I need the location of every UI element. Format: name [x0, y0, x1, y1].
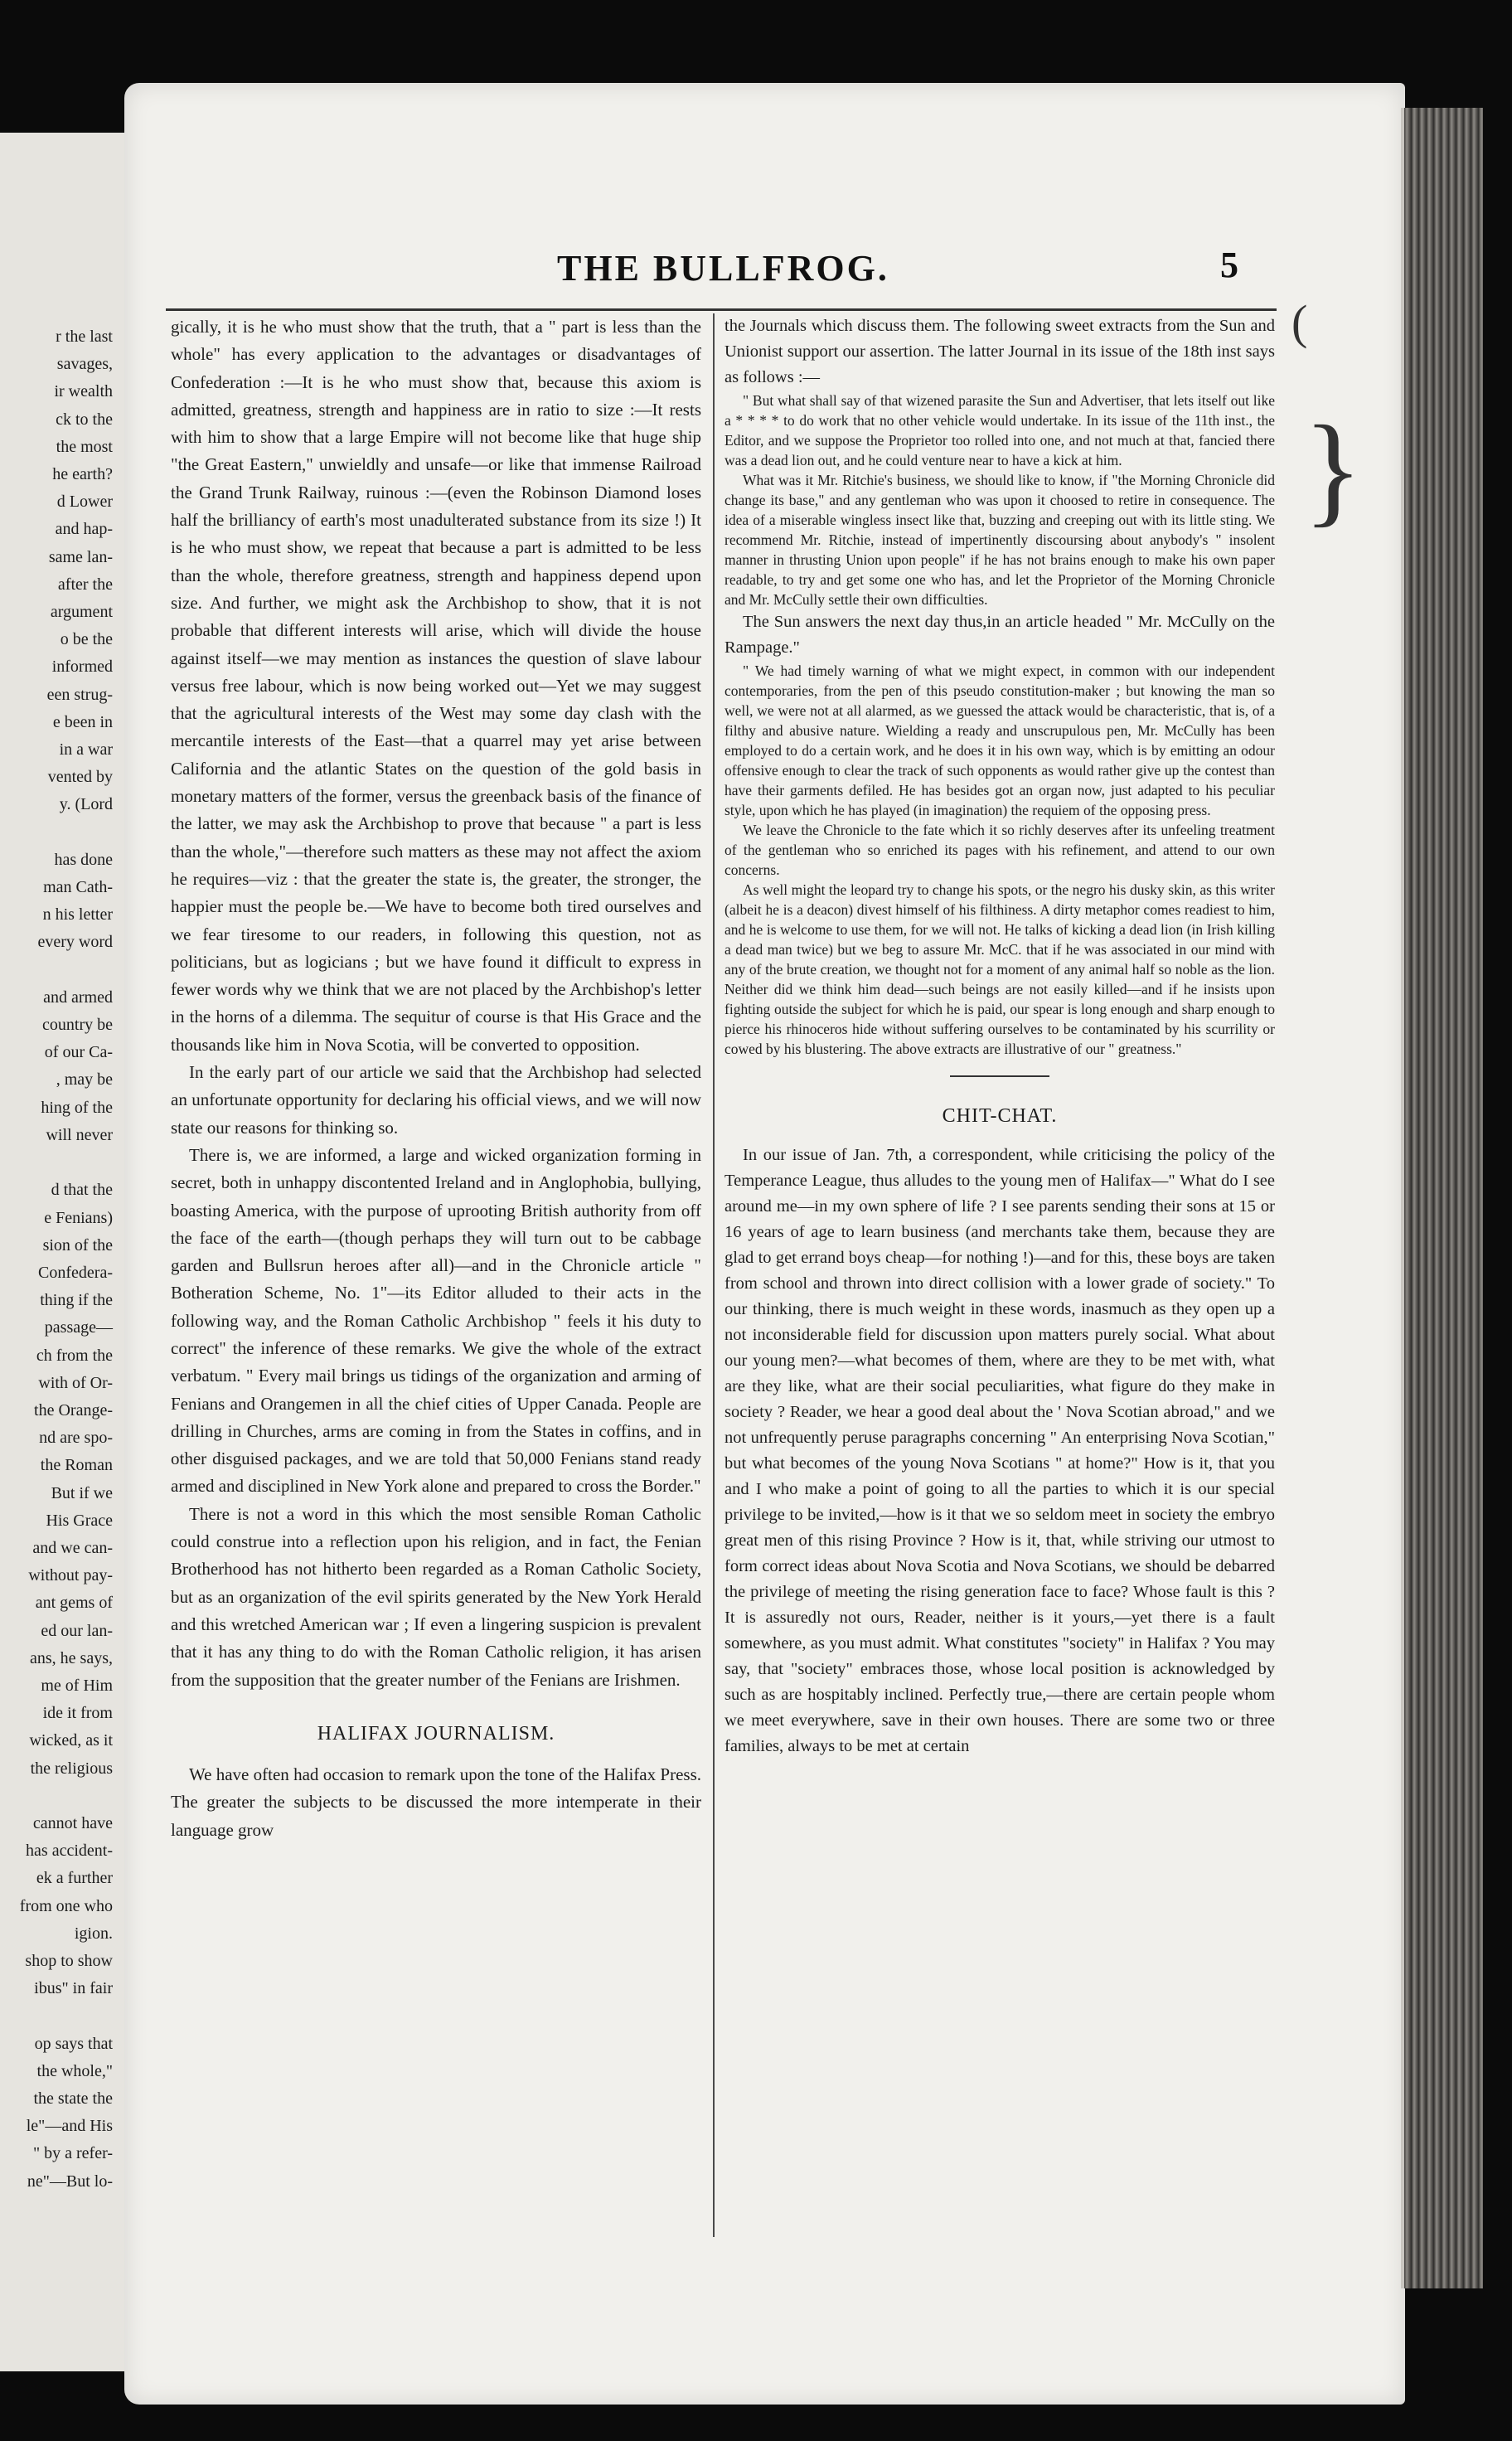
- facing-page-line: and hap-: [55, 520, 113, 539]
- facing-page-line: after the: [57, 575, 113, 594]
- facing-page-line: the Roman: [40, 1456, 113, 1475]
- facing-page-line: without pay-: [28, 1566, 113, 1585]
- facing-page-line: e been in: [52, 712, 113, 731]
- quoted-extract: " But what shall say of that wizened parasite the Sun and Advertiser, that lets itself out like a * * * * to do work that no other vehicle would undertake. In its issue of the 11th inst., the Editor, and we suppose the Proprietor too rolled into one, and not much at that, fancied there was a dead lion out, and he could venture near to have a kick at him.: [724, 392, 1275, 468]
- facing-page-line: d that the: [51, 1181, 113, 1200]
- facing-page-line: and we can-: [32, 1538, 113, 1557]
- quoted-extract: As well might the leopard try to change his spots, or the negro his dusky skin, as this writer (albeit he is a deacon) divest himself of his filthiness. A dirty metaphor comes readiest to him, and he is welcome to use them, for we will not. He talks of kicking a dead lion (in Irish killing a dead man twice) but we beg to assure Mr. McC. that if he was associated in our mind with any of the brute creation, we thought not for a moment of any animal half so noble as the lion. Neither did we think him dead—such beings are not easily killed—and if he insists upon fighting outside the subject for which he is paid, our spear is long enough and sharp enough to pierce his rhinoceros hide without suffering ourselves to be contaminated by his scurrility or cowed by his blustering. The above extracts are illustrative of our " greatness.": [724, 881, 1275, 1057]
- article-paragraph: the Journals which discuss them. The following sweet extracts from the Sun and Unionist support our assertion. The latter Journal in its issue of the 18th inst says as follows :—: [724, 317, 1275, 386]
- page-number: 5: [1220, 245, 1238, 285]
- facing-page-line: country be: [42, 1016, 113, 1035]
- facing-page-line: every word: [37, 933, 113, 952]
- facing-page-line: me of Him: [41, 1676, 113, 1695]
- facing-page-line: ck to the: [56, 410, 113, 429]
- facing-page-line: But if we: [51, 1483, 113, 1502]
- margin-brace-mark: }: [1303, 400, 1363, 538]
- facing-page-line: ibus" in fair: [34, 1979, 113, 1998]
- margin-bracket-mark: (: [1292, 295, 1308, 349]
- column-right: [724, 313, 1275, 1759]
- facing-page-line: cannot have: [32, 1813, 113, 1832]
- facing-page-line: informed: [51, 658, 113, 677]
- facing-page: [0, 133, 131, 2371]
- facing-page-line: Confedera-: [38, 1263, 113, 1282]
- facing-page-line: een strug-: [46, 685, 113, 704]
- facing-page-line: y. (Lord: [59, 795, 113, 814]
- article-paragraph: The Sun answers the next day thus,in an article headed " Mr. McCully on the Rampage.": [724, 613, 1275, 657]
- facing-page-line: n his letter: [42, 905, 113, 924]
- facing-page-line: " by a refer-: [32, 2144, 113, 2163]
- facing-page-line: ch from the: [36, 1346, 113, 1365]
- facing-page-line: wicked, as it: [29, 1731, 113, 1750]
- facing-page-line: in a war: [59, 740, 113, 759]
- facing-page-line: will never: [46, 1125, 113, 1144]
- facing-page-line: savages,: [56, 355, 113, 374]
- facing-page-line: ek a further: [36, 1869, 113, 1888]
- facing-page-line: [0, 957, 113, 984]
- facing-page-line: of our Ca-: [44, 1043, 113, 1062]
- facing-page-line: ans, he says,: [30, 1648, 113, 1667]
- facing-page-line: r the last: [56, 328, 113, 346]
- masthead-title: THE BULLFROG.: [557, 248, 889, 289]
- facing-page-line: le"—and His: [26, 2117, 113, 2136]
- facing-page-line: vented by: [47, 768, 113, 787]
- article-paragraph: In our issue of Jan. 7th, a correspondent, while criticising the policy of the Temperance League, thus alludes to the young men of Halifax—" What do I see around me—in my own sphere of life ? I see parents sending their sons at 15 or 16 years of age to learn business (and merchants take them, because they are glad to get errand boys cheap—for nothing !)—and for this, these boys are taken from school and thrown into direct collision with a lower grade of society." To our thinking, there is much weight in these words, inasmuch as they open up a not inconsiderable field for discussion upon matters purely social. What about our young men?—what becomes of them, where are they to be met with, what are they like, what are their social peculiarities, what figure do they make in society ? Reader, we hear a good deal about the ' Nova Scotian abroad," and we not unfrequently peruse paragraphs concerning " An enterprising Nova Scotian," but what becomes of the young Nova Scotians " at home?" How is it, that you and I who make a point of going to all the parties to which it is our special privilege to be invited,—how is it that we so seldom meet in society the embryo great men of this rising Province ? How is it, that, while striving our utmost to form correct ideas about Nova Scotia and Nova Scotians, we should be debarred the privilege of meeting the rising generation face to face? Whose fault is this ? It is assuredly not ours, Reader, neither is it yours,—yet there is a fault somewhere, as you must admit. What constitutes "society" in Halifax ? You may say, that "society" embraces those, whose local position is acknowledged by such as are hospitably inclined. Perfectly true,—there are certain people whom we meet everywhere, save in their own houses. There are some two or three families, always to be met at certain: [724, 1146, 1275, 1755]
- section-heading-chit-chat: CHIT-CHAT.: [942, 1105, 1058, 1127]
- facing-page-line: o be the: [60, 630, 113, 649]
- facing-page-line: ant gems of: [35, 1594, 113, 1613]
- article-paragraph: There is, we are informed, a large and wicked organization forming in secret, both in unhappy discontented Ireland and in Anglophobia, bullying, boasting America, with the purpose of uprooting British authority from off the face of the earth—(though perhaps they will turn out to be cabbage garden and Bullsrun heroes after all)—and in the Chronicle article " Botheration Scheme, No. 1"—its Editor alluded to their acts in the following way, and the Roman Catholic Archbishop " feels it his duty to correct" the inference of these remarks. We give the whole of the extract verbatum. " Every mail brings us tidings of the organization and arming of Fenians and Orangemen in all the chief cities of Upper Canada. People are drilling in Churches, arms are coming in from the States in coffins, and in other disguised packages, and we are told that 50,000 Fenians stand ready armed and disciplined in New York alone and prepared to cross the Border.": [171, 1144, 701, 1497]
- facing-page-line: ide it from: [42, 1704, 113, 1723]
- facing-page-line: , may be: [56, 1070, 113, 1089]
- facing-page-line: passage—: [44, 1318, 113, 1337]
- facing-page-line: same lan-: [48, 547, 113, 566]
- facing-page-line: the Orange-: [34, 1400, 113, 1419]
- facing-page-line: argument: [50, 603, 113, 622]
- facing-page-line: ir wealth: [54, 382, 113, 401]
- column-divider: [713, 313, 715, 2237]
- column-left: [171, 313, 701, 1844]
- page-header: [0, 240, 1512, 298]
- facing-page-line: nd are spo-: [39, 1429, 113, 1448]
- facing-page-line: the religious: [30, 1759, 113, 1778]
- facing-page-line: has done: [54, 850, 113, 869]
- facing-page-line: ed our lan-: [41, 1621, 113, 1640]
- facing-page-line: the state the: [33, 2089, 113, 2108]
- facing-page-line: the whole,": [36, 2061, 113, 2080]
- quoted-extract: What was it Mr. Ritchie's business, we should like to know, if "the Morning Chronicle did change its base," and any gentleman who was upon it choosed to retire in consequence. The idea of a miserable wingless insect like that, buzzing and creeping out with its little sting. We recommend Mr. Ritchie, instead of impertinently discoursing about anybody's " insolent manner in thrusting Union upon people" if he has not brains enough to make his own paper readable, to try and get some one who has, and let the Proprietor of the Morning Chronicle and Mr. McCully settle their own difficulties.: [724, 472, 1275, 608]
- article-paragraph: We have often had occasion to remark upon the tone of the Halifax Press. The greater the subjects to be discussed the more intemperate in their language grow: [171, 1764, 701, 1840]
- facing-page-line: has accident-: [26, 1842, 113, 1861]
- facing-page-line: the most: [56, 437, 113, 456]
- facing-page-line: op says that: [34, 2034, 113, 2053]
- facing-page-line: shop to show: [25, 1951, 113, 1970]
- facing-page-line: igion.: [74, 1924, 113, 1943]
- facing-page-line: ne"—But lo-: [27, 2172, 113, 2191]
- facing-page-line: [0, 819, 113, 847]
- facing-page-line: from one who: [19, 1896, 113, 1915]
- section-heading-halifax-journalism: HALIFAX JOURNALISM.: [317, 1722, 555, 1745]
- facing-page-line: His Grace: [46, 1511, 113, 1530]
- facing-page-line: hing of the: [41, 1098, 113, 1117]
- facing-page-line: [0, 2002, 113, 2030]
- facing-page-line: [0, 1783, 113, 1810]
- facing-page-line: e Fenians): [44, 1208, 113, 1227]
- quoted-extract: " We had timely warning of what we might expect, in common with our independent contemporaries, from the pen of this pseudo constitution-maker ; but knowing the man so well, we were not at all alarmed, as we guessed the attack would be characteristic, that is, of a filthy and abusive nature. Wielding a ready and unscrupulous pen, Mr. McCully has been employed to do a certain work, and he does it in his own way, which is by emitting an odour offensive enough to clear the track of such opponents as would rather give up the contest than have their garments defiled. He has besides got an organ now, just adapted to his peculiar style, upon which he has played (in imagination) the requiem of the opposing press.: [724, 662, 1275, 818]
- section-rule: [950, 1075, 1049, 1077]
- quoted-extract: We leave the Chronicle to the fate which it so richly deserves after its unfeeling treatment of the gentleman who so enriched its pages with his refinement, and attend to our own concerns.: [724, 822, 1275, 878]
- article-paragraph: There is not a word in this which the most sensible Roman Catholic could construe into a reflection upon his religion, and in fact, the Fenian Brotherhood has not hitherto been regarded as a Roman Catholic Society, but as an organization of the evil spirits generated by the New York Herald and this wretched American war ; If even a lingering suspicion is prevalent that it has any thing to do with the Roman Catholic religion, it has arisen from the supposition that the greater number of the Fenians are Irishmen.: [171, 1503, 701, 1690]
- facing-page-line: d Lower: [56, 493, 113, 512]
- article-paragraph: In the early part of our article we said that the Archbishop had selected an unfortunate opportunity for declaring his official views, and we will now state our reasons for thinking so.: [171, 1062, 701, 1138]
- facing-page-line: sion of the: [42, 1235, 113, 1254]
- book-binding-edge: [1401, 108, 1483, 2288]
- article-paragraph: gically, it is he who must show that the truth, that a " part is less than the whole" has every application to the advantages or disadvantages of Confederation :—It is he who must show that, because this axiom is admitted, greatness, strength and happiness are in ratio to size :—It rests with him to show that a large Empire will not become like that huge ship "the Great Eastern," unwieldly and unsafe—or like that immense Railroad the Grand Trunk Railway, ruinous :—(even the Robinson Diamond loses half the brilliancy of earth's most unadulterated substance from its size !) It is he who must show, we repeat that because a part is admitted to be less than the whole, therefore greatness, strength and happiness depend upon size. And further, we might ask the Archbishop to show, that it is not probable that different interests will arise, which will divide the house against itself—we may mention as instances the question of slave labour versus free labour, which is now being worked out—Yet we may suggest that the agricultural interests of the West may some day clash with the mercantile interests of the East—that a quarrel may yet arise between California and the atlantic States on the question of the gold basis in monetary matters of the former, versus the greenback basis of the finance of the latter, we may ask the Archbishop to prove that because " a part is less than the whole,"—therefore such matters as these may not affect the axiom he requires—viz : that the greater the state is, the greater, the stronger, the happier must the people be.—We have to become both tired ourselves and we fear tiresome to our readers, in following this question, not as politicians, but as logicians ; but we have found it difficult to express in fewer words why we think that we are not placed by the Archbishop's letter in the horns of a dilemma. The sequitur of course is that His Grace and the thousands like him in Nova Scotia, will be converted to opposition.: [171, 317, 701, 1055]
- facing-page-text: [0, 323, 113, 2196]
- facing-page-line: [0, 1149, 113, 1177]
- facing-page-line: man Cath-: [43, 878, 113, 897]
- header-rule: [166, 308, 1277, 311]
- facing-page-line: thing if the: [40, 1291, 113, 1310]
- facing-page-line: with of Or-: [38, 1373, 113, 1392]
- facing-page-line: he earth?: [52, 465, 113, 484]
- facing-page-line: and armed: [43, 988, 113, 1007]
